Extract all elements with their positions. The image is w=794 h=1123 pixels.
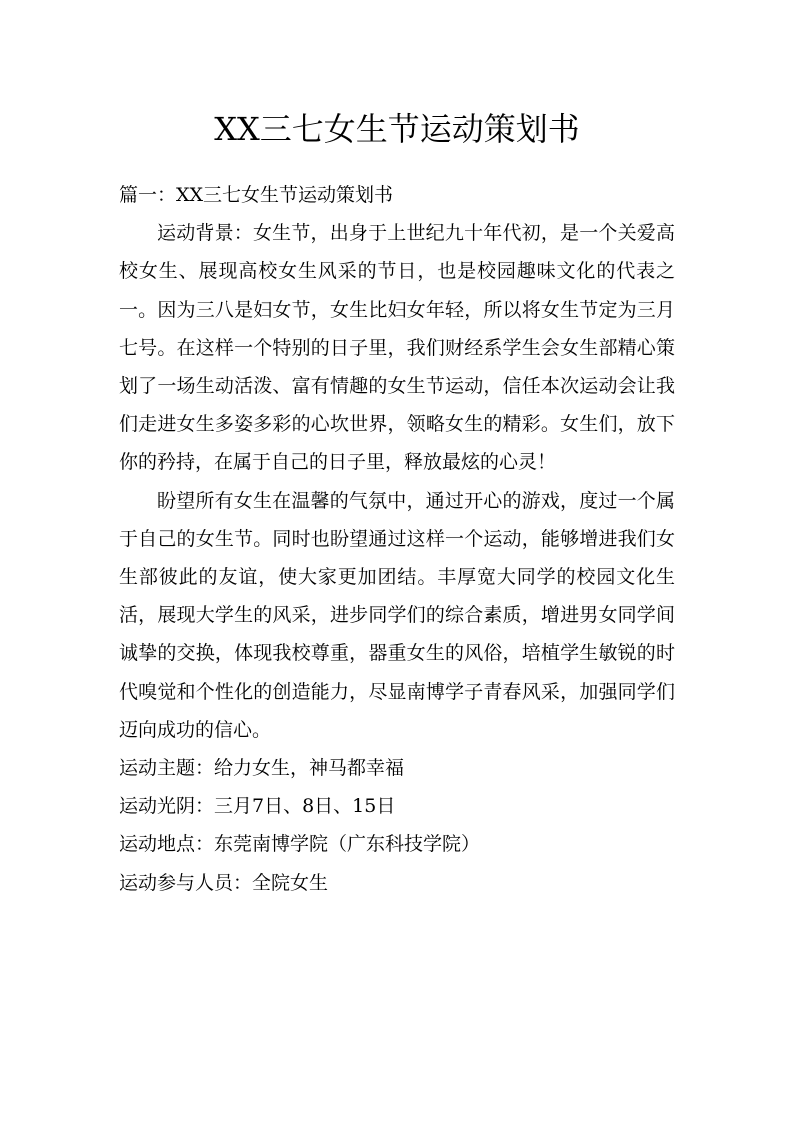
document-body: [119, 176, 675, 902]
info-line-location: 运动地点：东莞南博学院（广东科技学院）: [119, 833, 481, 856]
info-line-theme: 运动主题：给力女生，神马都幸福: [119, 757, 405, 780]
info-line-time: 运动光阴：三月7日、8日、15日: [119, 795, 396, 818]
info-line-participants: 运动参与人员：全院女生: [119, 871, 329, 894]
paragraph-background: 运动背景：女生节，出身于上世纪九十年代初，是一个关爱高校女生、展现高校女生风采的节日，也是校园趣味文化的代表之一。因为三八是妇女节，女生比妇女年轻，所以将女生节定为三月七号。在这样一个特别的日子里，我们财经系学生会女生部精心策划了一场生动活泼、富有情趣的女生节运动，信任本次运动会让我们走进女生多姿多彩的心坎世界，领略女生的精彩。女生们，放下你的矜持，在属于自己的日子里，释放最炫的心灵！: [119, 222, 675, 474]
paragraph-purpose: 盼望所有女生在温馨的气氛中，通过开心的游戏，度过一个属于自己的女生节。同时也盼望通过这样一个运动，能够增进我们女生部彼此的友谊，使大家更加团结。丰厚宽大同学的校园文化生活，展现大学生的风采，进步同学们的综合素质，增进男女同学间诚挚的交换，体现我校尊重，器重女生的风俗，培植学生敏锐的时代嗅觉和个性化的创造能力，尽显南博学子青春风采，加强同学们迈向成功的信心。: [119, 489, 675, 741]
section-heading: 篇一：XX三七女生节运动策划书: [119, 184, 394, 206]
document-title: XX三七女生节运动策划书: [214, 110, 580, 148]
